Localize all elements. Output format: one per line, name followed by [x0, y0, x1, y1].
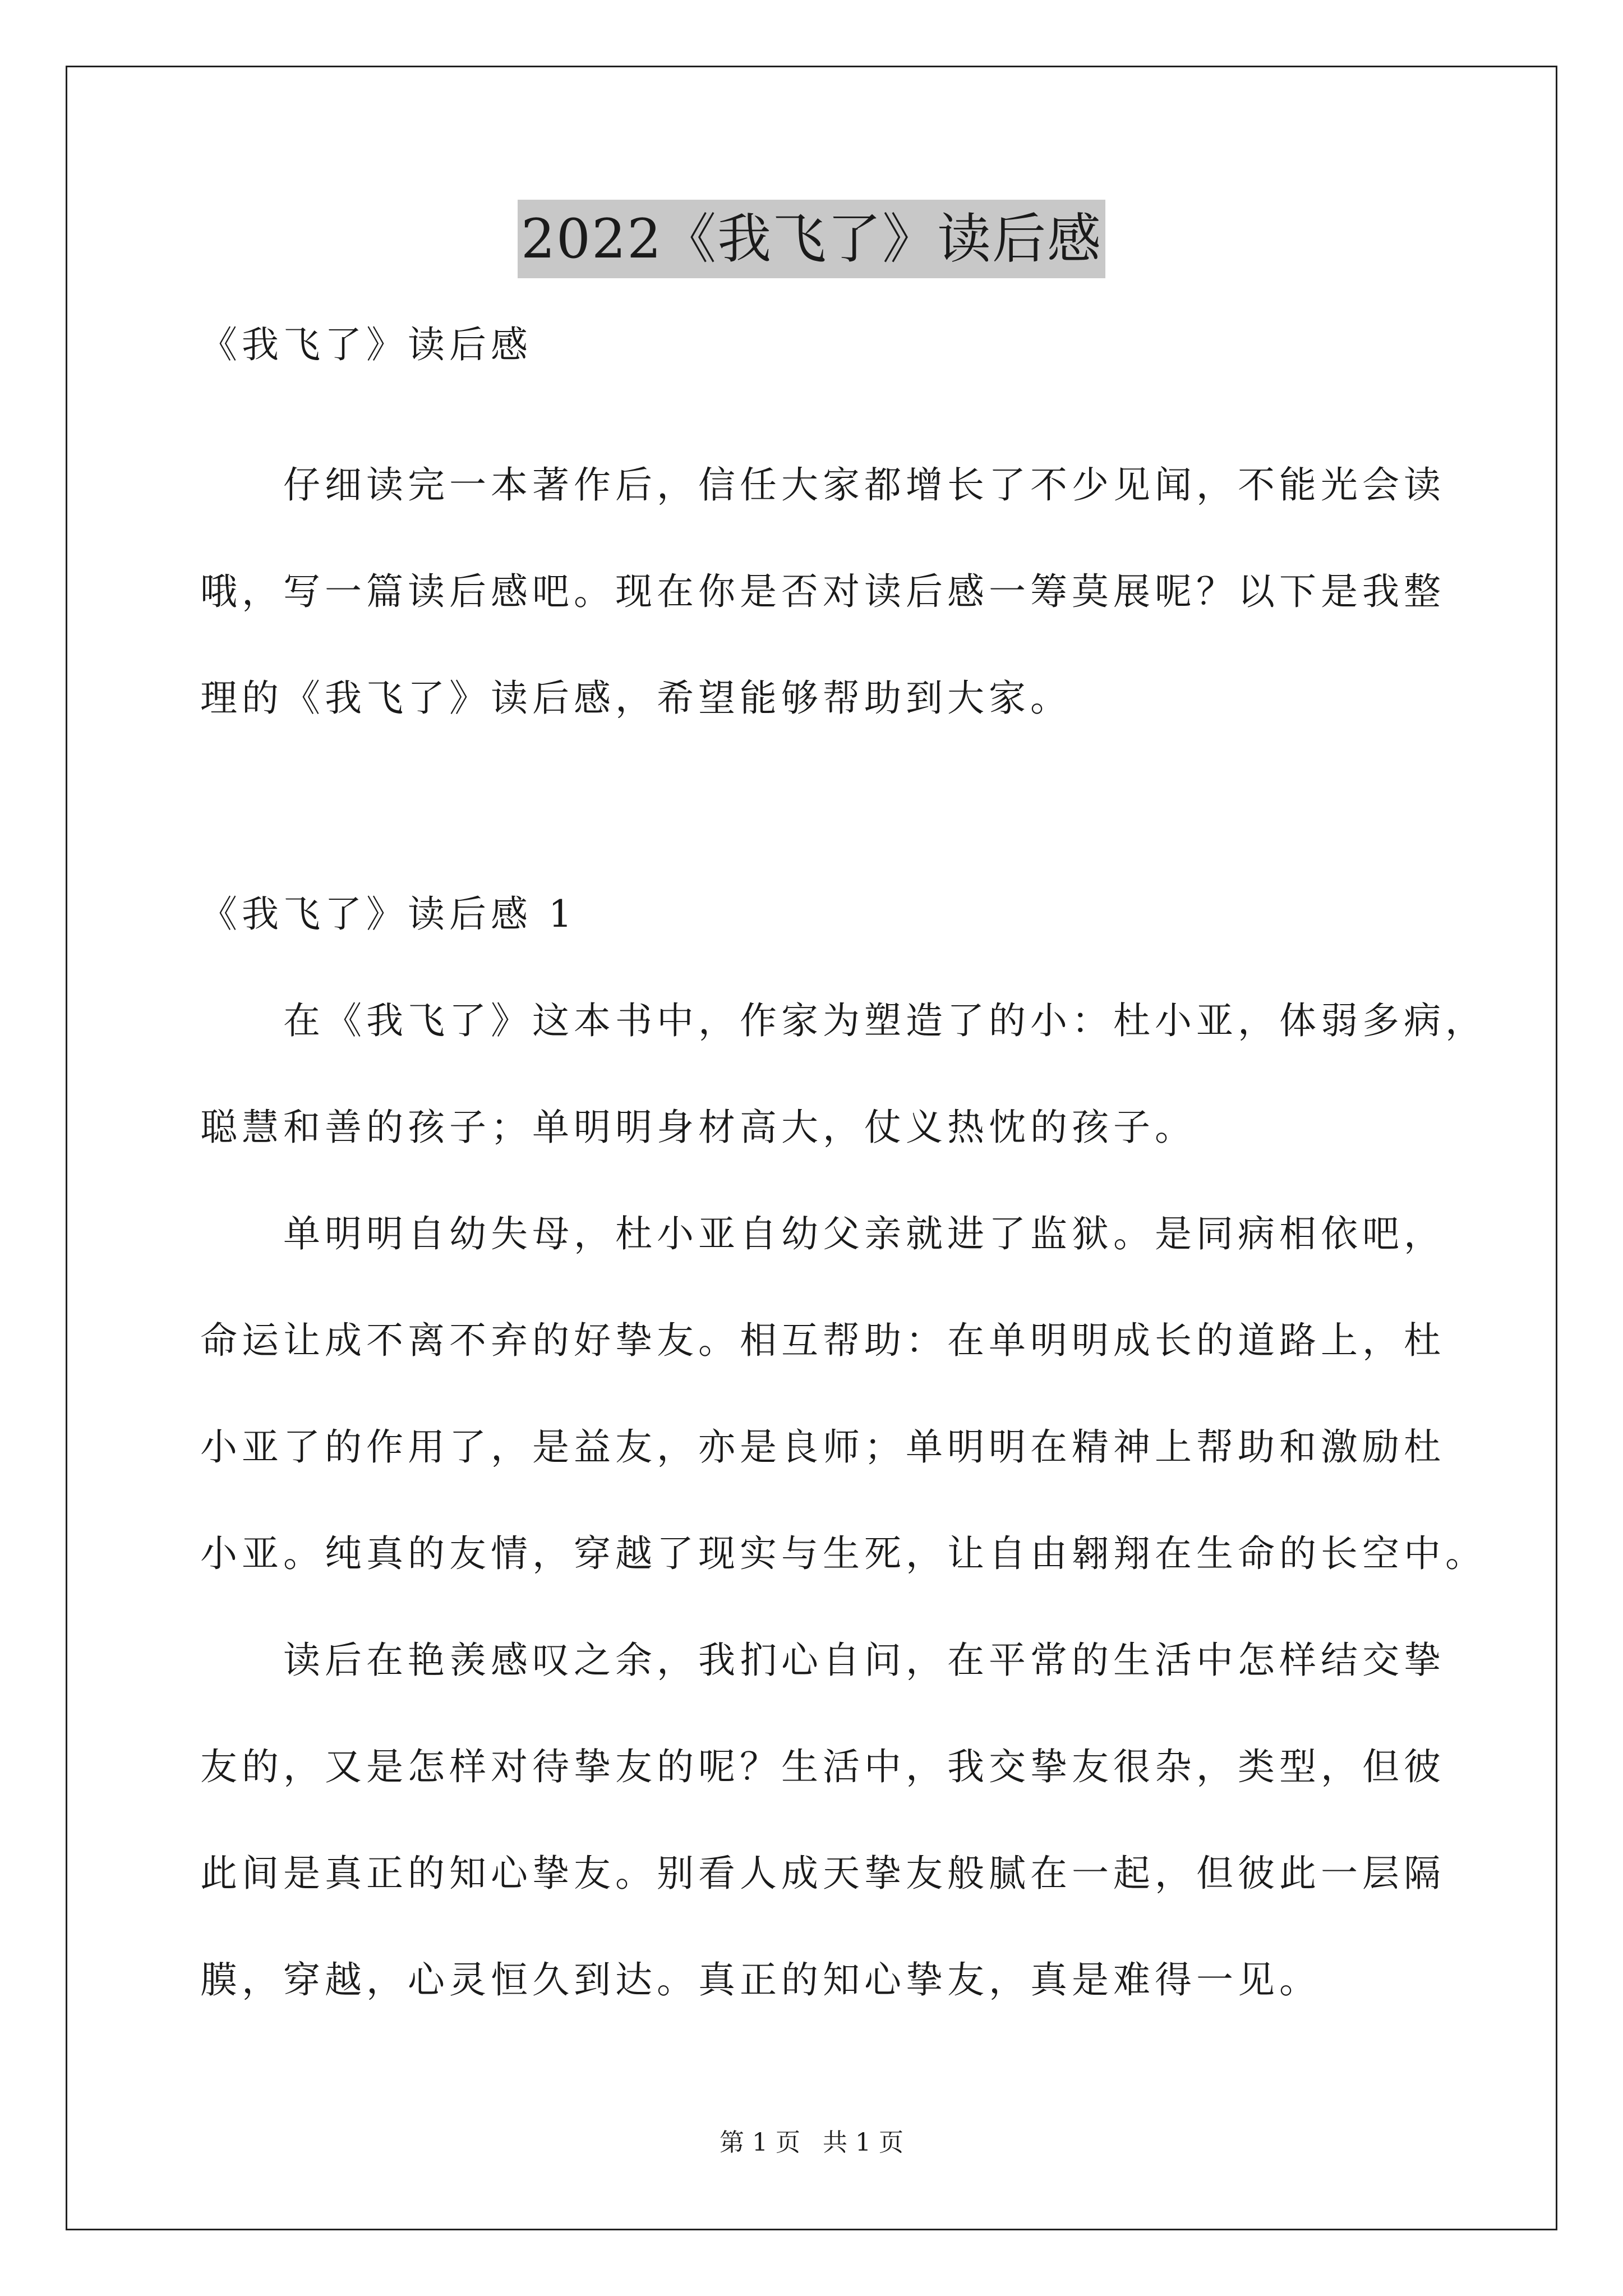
intro-line: 仔细读完一本著作后，信任大家都增长了不少见闻，不能光会读 [283, 463, 1445, 507]
paragraph-line: 读后在艳羡感叹之余，我扪心自问，在平常的生活中怎样结交挚 [283, 1639, 1445, 1682]
subtitle: 《我飞了》读后感 [200, 323, 532, 366]
page-number-total: 共 1 页 [823, 2128, 903, 2157]
title-container [0, 200, 1623, 278]
paragraph-line: 小亚。纯真的友情，穿越了现实与生死，让自由翱翔在生命的长空中。 [200, 1532, 1487, 1575]
paragraph-line: 友的，又是怎样对待挚友的呢？生活中，我交挚友很杂，类型，但彼 [200, 1745, 1445, 1788]
page-number-current: 第 1 页 [720, 2128, 800, 2157]
section-heading: 《我飞了》读后感 1 [200, 892, 577, 936]
paragraph-line: 命运让成不离不弃的好挚友。相互帮助：在单明明成长的道路上，杜 [200, 1319, 1445, 1362]
page-footer [0, 2126, 1623, 2160]
paragraph-line: 在《我飞了》这本书中，作家为塑造了的小：杜小亚，体弱多病， [283, 999, 1487, 1042]
intro-line: 哦，写一篇读后感吧。现在你是否对读后感一筹莫展呢？以下是我整 [200, 570, 1445, 613]
document-title: 2022《我飞了》读后感 [518, 200, 1105, 278]
intro-line: 理的《我飞了》读后感，希望能够帮助到大家。 [200, 677, 1072, 720]
paragraph-line: 此间是真正的知心挚友。别看人成天挚友般腻在一起，但彼此一层隔 [200, 1852, 1445, 1895]
paragraph-line: 膜，穿越，心灵恒久到达。真正的知心挚友，真是难得一见。 [200, 1958, 1321, 2001]
paragraph-line: 单明明自幼失母，杜小亚自幼父亲就进了监狱。是同病相依吧， [283, 1212, 1445, 1255]
paragraph-line: 小亚了的作用了，是益友，亦是良师；单明明在精神上帮助和激励杜 [200, 1425, 1445, 1469]
paragraph-line: 聪慧和善的孩子；单明明身材高大，仗义热忱的孩子。 [200, 1106, 1196, 1149]
